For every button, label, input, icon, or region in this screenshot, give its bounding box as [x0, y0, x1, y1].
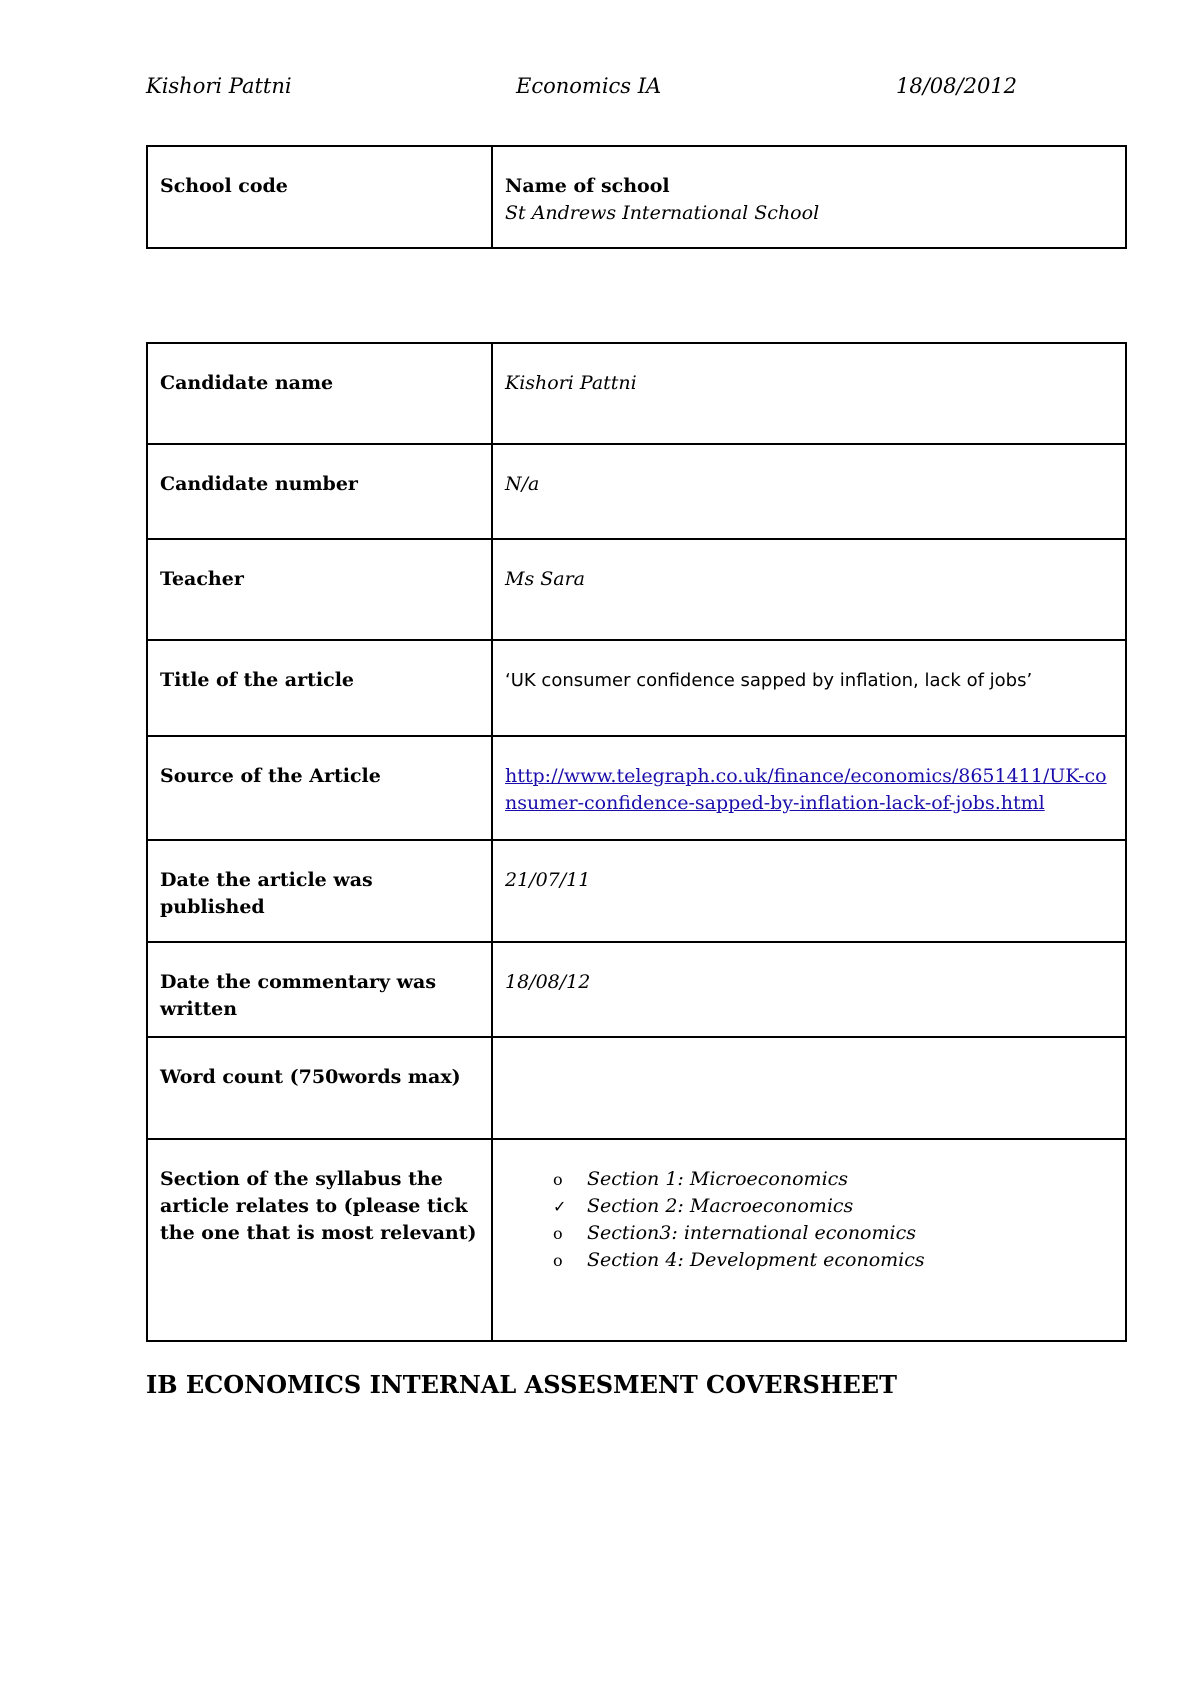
school-row: [147, 146, 1126, 248]
syllabus-option-label: Section 4: Development economics: [587, 1249, 925, 1271]
candidate-number-label: Candidate number: [147, 444, 492, 539]
school-name-cell: [492, 146, 1126, 248]
document-title: IB ECONOMICS INTERNAL ASSESMENT COVERSHEET: [146, 1370, 897, 1399]
teacher-label: Teacher: [147, 539, 492, 640]
word-count-label: Word count (750words max): [147, 1037, 492, 1139]
row-date-published: [147, 840, 1126, 942]
syllabus-option[interactable]: [553, 1193, 1113, 1220]
syllabus-option[interactable]: [553, 1220, 1113, 1247]
source-cell: [492, 736, 1126, 840]
row-candidate-name: [147, 343, 1126, 444]
syllabus-option[interactable]: [553, 1166, 1113, 1193]
header-author: Kishori Pattni: [146, 74, 292, 98]
row-date-written: [147, 942, 1126, 1037]
row-candidate-number: [147, 444, 1126, 539]
school-name-label: Name of school: [505, 175, 670, 197]
date-written-label: Date the commentary was written: [147, 942, 492, 1037]
syllabus-option[interactable]: [553, 1247, 1113, 1274]
source-label: Source of the Article: [147, 736, 492, 840]
syllabus-option-label: Section 2: Macroeconomics: [587, 1195, 854, 1217]
candidate-table: [146, 342, 1127, 1342]
school-table: [146, 145, 1127, 249]
row-teacher: [147, 539, 1126, 640]
circle-bullet-icon: o: [553, 1224, 563, 1243]
circle-bullet-icon: o: [553, 1251, 563, 1270]
school-name-value: St Andrews International School: [505, 202, 820, 224]
header-subject: Economics IA: [516, 74, 662, 98]
row-syllabus: [147, 1139, 1126, 1341]
school-code-label: School code: [160, 175, 288, 197]
date-published-value: 21/07/11: [492, 840, 1126, 942]
teacher-value: Ms Sara: [492, 539, 1126, 640]
syllabus-options-list: [505, 1166, 1113, 1274]
syllabus-label: Section of the syllabus the article relates to (please tick the one that is most relevant): [147, 1139, 492, 1341]
syllabus-option-label: Section3: international economics: [587, 1222, 916, 1244]
date-published-label: Date the article was published: [147, 840, 492, 942]
circle-bullet-icon: o: [553, 1170, 563, 1189]
school-code-cell: [147, 146, 492, 248]
date-written-value: 18/08/12: [492, 942, 1126, 1037]
candidate-number-value: N/a: [492, 444, 1126, 539]
candidate-name-value: Kishori Pattni: [492, 343, 1126, 444]
article-title-value: ‘UK consumer confidence sapped by inflation, lack of jobs’: [492, 640, 1126, 736]
syllabus-option-label: Section 1: Microeconomics: [587, 1168, 849, 1190]
article-title-label: Title of the article: [147, 640, 492, 736]
row-source: [147, 736, 1126, 840]
candidate-name-label: Candidate name: [147, 343, 492, 444]
header-date: 18/08/2012: [896, 74, 1018, 98]
checkmark-icon: ✓: [553, 1197, 567, 1216]
row-word-count: [147, 1037, 1126, 1139]
syllabus-options-cell: [492, 1139, 1126, 1341]
source-link[interactable]: http://www.telegraph.co.uk/finance/economics/8651411/UK-consumer-confidence-sapped-by-inflation-lack-of-jobs.html: [505, 765, 1107, 814]
row-article-title: [147, 640, 1126, 736]
word-count-value: [492, 1037, 1126, 1139]
